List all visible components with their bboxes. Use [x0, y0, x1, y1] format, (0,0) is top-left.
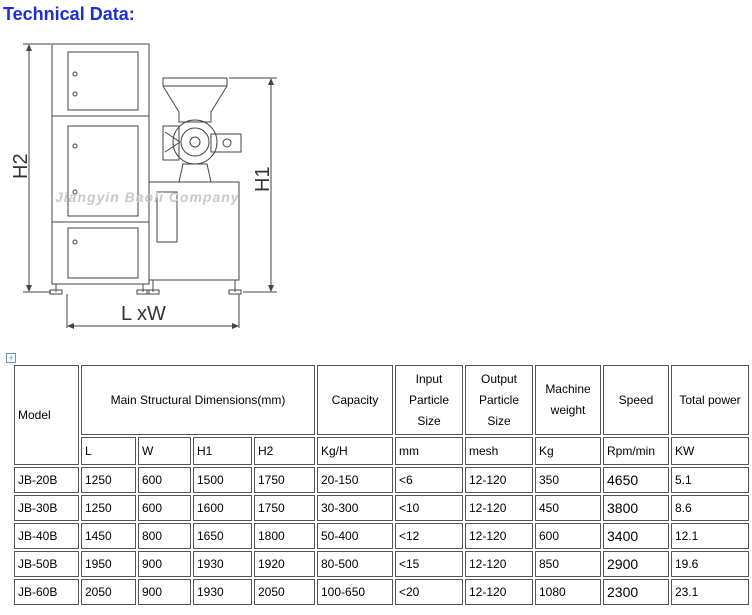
h1-label: H1	[252, 166, 274, 192]
header-output-size: Output Particle Size	[465, 365, 533, 435]
table-row: JB-50B 1950 900 1930 1920 80-500 <15 12-120 850 2900 19.6	[14, 551, 749, 577]
unit-h1: H1	[193, 437, 252, 465]
unit-input: mm	[395, 437, 463, 465]
header-model: Model	[14, 365, 79, 465]
unit-h2: H2	[254, 437, 315, 465]
unit-capacity: Kg/H	[317, 437, 393, 465]
h2-label: H2	[10, 153, 32, 179]
unit-l: L	[81, 437, 136, 465]
machine-drawing	[10, 42, 285, 332]
unit-w: W	[138, 437, 191, 465]
page-title: Technical Data:	[3, 4, 135, 24]
table-row: JB-20B 1250 600 1500 1750 20-150 <6 12-120 350 4650 5.1	[14, 467, 749, 493]
header-total-power: Total power	[671, 365, 749, 435]
table-header-row	[14, 365, 749, 435]
header-capacity: Capacity	[317, 365, 393, 435]
header-speed: Speed	[603, 365, 669, 435]
unit-power: KW	[671, 437, 749, 465]
header-main-dims: Main Structural Dimensions(mm)	[81, 365, 315, 435]
header-input-size: Input Particle Size	[395, 365, 463, 435]
table-row: JB-30B 1250 600 1600 1750 30-300 <10 12-120 450 3800 8.6	[14, 495, 749, 521]
table-row: JB-40B 1450 800 1650 1800 50-400 <12 12-120 600 3400 12.1	[14, 523, 749, 549]
header-machine-weight: Machine weight	[535, 365, 601, 435]
unit-output: mesh	[465, 437, 533, 465]
lxw-label: L xW	[121, 303, 166, 325]
technical-data-table	[12, 363, 751, 607]
table-row: JB-60B 2050 900 1930 2050 100-650 <20 12-120 1080 2300 23.1	[14, 579, 749, 605]
unit-speed: Rpm/min	[603, 437, 669, 465]
table-units-row	[14, 437, 749, 465]
table-move-handle-icon[interactable]: +	[6, 353, 16, 363]
watermark: Jiangyin Baoli Company	[55, 189, 240, 205]
unit-weight: Kg	[535, 437, 601, 465]
